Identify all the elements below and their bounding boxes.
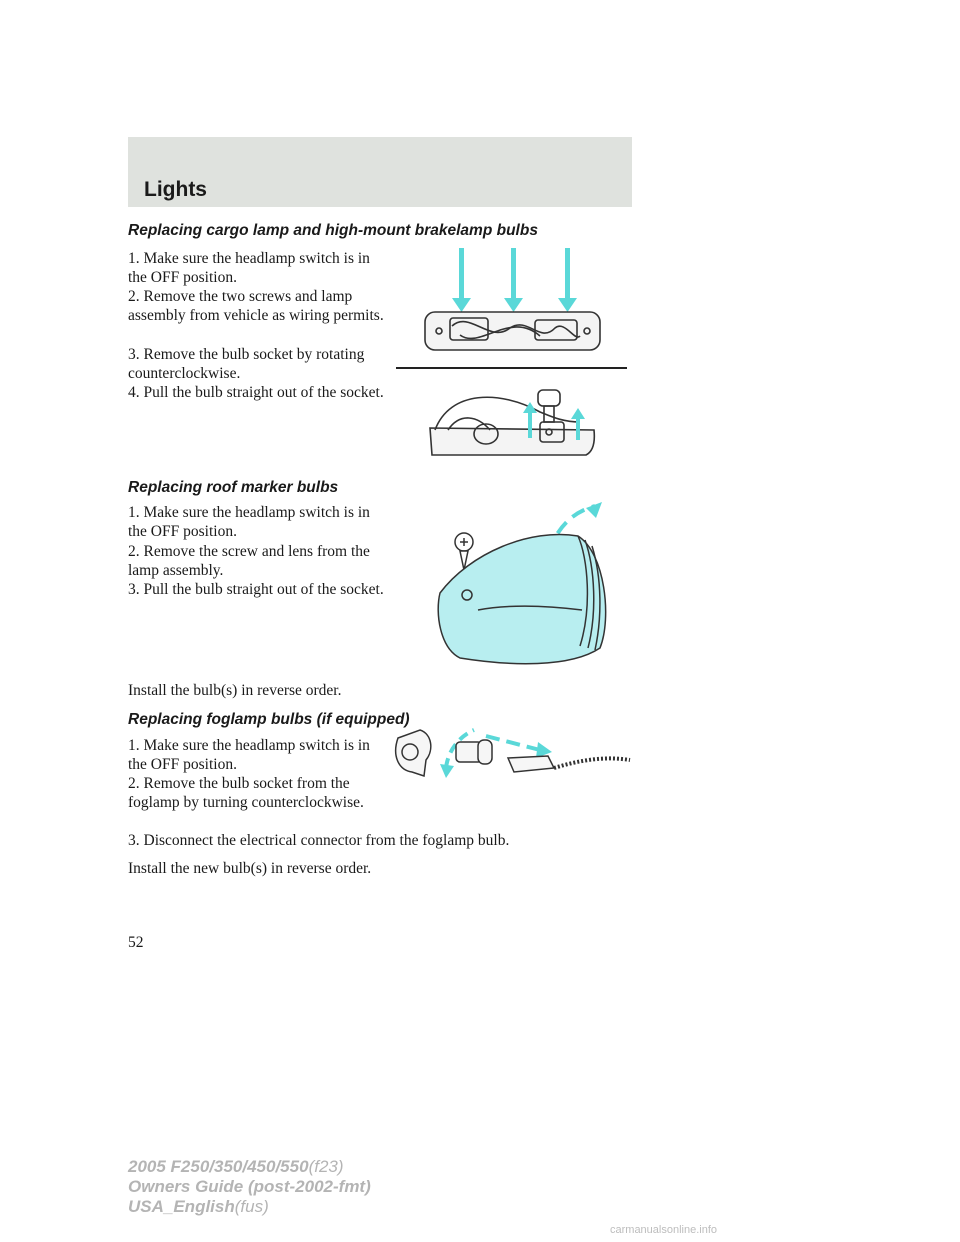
document-footer [128,1157,371,1217]
foglamp-heading: Replacing foglamp bulbs (if equipped) [128,711,410,728]
roof-step-2: 2. Remove the screw and lens from the lamp assembly. [128,543,370,579]
watermark: carmanualsonline.info [610,1224,718,1236]
roof-step-3: 3. Pull the bulb straight out of the socket. [128,581,384,598]
bulb-socket [456,740,492,764]
cargo-step-4: 4. Pull the bulb straight out of the socket. [128,384,384,401]
fog-step-1: 1. Make sure the headlamp switch is in the OFF position. [128,737,370,773]
section-title: Lights [144,178,207,201]
roof-marker-heading: Replacing roof marker bulbs [128,479,339,496]
foglamp-illustration [390,720,640,780]
footer-locale-line: USA_English(fus) [128,1197,269,1216]
removal-arrows [452,248,577,312]
cargo-lamp-heading: Replacing cargo lamp and high-mount brakelamp bulbs [128,222,538,239]
fog-step-2: 2. Remove the bulb socket from the foglamp by turning counterclockwise. [128,775,364,811]
fog-step-3: 3. Disconnect the electrical connector from the foglamp bulb. [128,832,510,849]
roof-marker-illustration [430,498,620,673]
cargo-step-2: 2. Remove the two screws and lamp assembly from vehicle as wiring permits. [128,288,384,324]
fog-install-note: Install the new bulb(s) in reverse order. [128,860,372,877]
lamp-housing-top [425,312,600,350]
lamp-housing-bottom [430,390,594,455]
page-number: 52 [128,934,144,951]
roof-install-note: Install the bulb(s) in reverse order. [128,682,342,699]
footer-model-line: 2005 F250/350/450/550(f23) [128,1157,344,1176]
foglamp-housing [396,730,431,776]
cargo-lamp-illustration [390,240,640,470]
cargo-step-1: 1. Make sure the headlamp switch is in the OFF position. [128,250,370,286]
roof-step-1: 1. Make sure the headlamp switch is in the OFF position. [128,504,370,540]
cargo-step-3: 3. Remove the bulb socket by rotating counterclockwise. [128,346,365,382]
electrical-connector [508,756,630,772]
footer-guide-line: Owners Guide (post-2002-fmt) [128,1177,371,1196]
